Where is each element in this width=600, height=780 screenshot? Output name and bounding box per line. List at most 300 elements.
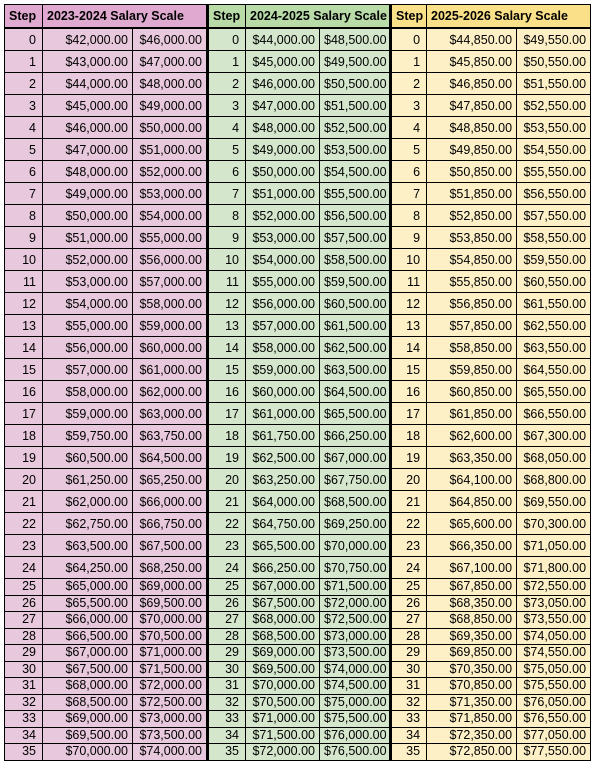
salary-2024-high: $69,250.00 <box>320 513 391 535</box>
step-cell-2025: 20 <box>391 469 427 491</box>
salary-2025-high: $67,300.00 <box>517 425 591 447</box>
step-cell-2023: 24 <box>5 557 43 579</box>
step-cell-2024: 10 <box>208 249 246 271</box>
step-cell-2023: 31 <box>5 678 43 695</box>
salary-2023-high: $50,000.00 <box>133 117 208 139</box>
salary-2025-low: $64,100.00 <box>427 469 517 491</box>
step-cell-2024: 33 <box>208 711 246 728</box>
step-cell-2025: 8 <box>391 205 427 227</box>
salary-2023-high: $70,000.00 <box>133 612 208 629</box>
step-cell-2023: 1 <box>5 51 43 73</box>
step-cell-2025: 23 <box>391 535 427 557</box>
salary-2024-high: $62,500.00 <box>320 337 391 359</box>
salary-2023-high: $57,000.00 <box>133 271 208 293</box>
step-cell-2025: 3 <box>391 95 427 117</box>
step-cell-2024: 1 <box>208 51 246 73</box>
salary-2024-high: $67,000.00 <box>320 447 391 469</box>
step-cell-2025: 31 <box>391 678 427 695</box>
salary-2024-low: $44,000.00 <box>246 28 320 51</box>
step-cell-2024: 29 <box>208 645 246 662</box>
salary-2023-high: $73,500.00 <box>133 727 208 744</box>
salary-2023-high: $64,500.00 <box>133 447 208 469</box>
salary-2025-high: $72,550.00 <box>517 579 591 596</box>
step-cell-2023: 33 <box>5 711 43 728</box>
step-cell-2024: 19 <box>208 447 246 469</box>
step-cell-2024: 14 <box>208 337 246 359</box>
salary-2024-low: $68,500.00 <box>246 628 320 645</box>
salary-2023-high: $74,000.00 <box>133 744 208 761</box>
salary-2025-high: $56,550.00 <box>517 183 591 205</box>
salary-2024-low: $49,000.00 <box>246 139 320 161</box>
salary-2025-high: $50,550.00 <box>517 51 591 73</box>
salary-2023-high: $69,000.00 <box>133 579 208 596</box>
salary-2023-low: $43,000.00 <box>43 51 133 73</box>
salary-2024-high: $75,000.00 <box>320 694 391 711</box>
salary-2025-high: $62,550.00 <box>517 315 591 337</box>
salary-2024-high: $66,250.00 <box>320 425 391 447</box>
step-cell-2023: 35 <box>5 744 43 761</box>
salary-2023-high: $71,500.00 <box>133 661 208 678</box>
salary-2023-low: $45,000.00 <box>43 95 133 117</box>
step-cell-2023: 34 <box>5 727 43 744</box>
salary-2024-low: $65,500.00 <box>246 535 320 557</box>
step-cell-2023: 11 <box>5 271 43 293</box>
salary-2024-high: $71,500.00 <box>320 579 391 596</box>
salary-2025-low: $44,850.00 <box>427 28 517 51</box>
salary-2025-low: $61,850.00 <box>427 403 517 425</box>
salary-2025-low: $71,350.00 <box>427 694 517 711</box>
step-cell-2023: 28 <box>5 628 43 645</box>
salary-2023-high: $60,000.00 <box>133 337 208 359</box>
table-row <box>5 628 591 645</box>
salary-2023-low: $66,500.00 <box>43 628 133 645</box>
salary-2023-low: $64,250.00 <box>43 557 133 579</box>
step-cell-2025: 28 <box>391 628 427 645</box>
salary-2024-low: $57,000.00 <box>246 315 320 337</box>
salary-2023-low: $42,000.00 <box>43 28 133 51</box>
salary-2025-high: $75,550.00 <box>517 678 591 695</box>
salary-2023-high: $55,000.00 <box>133 227 208 249</box>
salary-2024-low: $64,750.00 <box>246 513 320 535</box>
salary-2025-high: $77,050.00 <box>517 727 591 744</box>
step-cell-2024: 22 <box>208 513 246 535</box>
step-cell-2023: 22 <box>5 513 43 535</box>
salary-2023-high: $63,000.00 <box>133 403 208 425</box>
table-row <box>5 711 591 728</box>
salary-2023-low: $70,000.00 <box>43 744 133 761</box>
step-cell-2024: 32 <box>208 694 246 711</box>
salary-2023-high: $59,000.00 <box>133 315 208 337</box>
salary-2023-high: $47,000.00 <box>133 51 208 73</box>
salary-2023-high: $72,500.00 <box>133 694 208 711</box>
salary-2025-high: $66,550.00 <box>517 403 591 425</box>
salary-2024-low: $52,000.00 <box>246 205 320 227</box>
salary-2023-low: $62,750.00 <box>43 513 133 535</box>
salary-2023-high: $53,000.00 <box>133 183 208 205</box>
table-row <box>5 595 591 612</box>
table-row <box>5 293 591 315</box>
table-row <box>5 249 591 271</box>
salary-2024-low: $71,500.00 <box>246 727 320 744</box>
salary-2024-high: $52,500.00 <box>320 117 391 139</box>
step-cell-2024: 3 <box>208 95 246 117</box>
salary-2024-high: $56,500.00 <box>320 205 391 227</box>
step-cell-2024: 7 <box>208 183 246 205</box>
salary-2023-low: $44,000.00 <box>43 73 133 95</box>
salary-2025-high: $70,300.00 <box>517 513 591 535</box>
step-cell-2024: 31 <box>208 678 246 695</box>
table-row <box>5 51 591 73</box>
step-cell-2023: 16 <box>5 381 43 403</box>
salary-2024-low: $60,000.00 <box>246 381 320 403</box>
salary-2025-low: $70,350.00 <box>427 661 517 678</box>
salary-2024-high: $70,000.00 <box>320 535 391 557</box>
step-cell-2024: 6 <box>208 161 246 183</box>
salary-2023-high: $52,000.00 <box>133 161 208 183</box>
salary-2023-high: $66,000.00 <box>133 491 208 513</box>
salary-2023-low: $65,000.00 <box>43 579 133 596</box>
salary-2025-high: $76,550.00 <box>517 711 591 728</box>
scale-header-2025: 2025-2026 Salary Scale <box>427 5 591 29</box>
salary-2023-low: $56,000.00 <box>43 337 133 359</box>
table-row <box>5 271 591 293</box>
step-cell-2023: 17 <box>5 403 43 425</box>
salary-2023-high: $62,000.00 <box>133 381 208 403</box>
step-cell-2025: 26 <box>391 595 427 612</box>
step-cell-2024: 21 <box>208 491 246 513</box>
salary-2023-high: $54,000.00 <box>133 205 208 227</box>
salary-2025-high: $77,550.00 <box>517 744 591 761</box>
salary-2024-low: $51,000.00 <box>246 183 320 205</box>
salary-2023-high: $46,000.00 <box>133 28 208 51</box>
salary-2024-high: $54,500.00 <box>320 161 391 183</box>
scale-header-2024: 2024-2025 Salary Scale <box>246 5 391 29</box>
salary-2024-low: $47,000.00 <box>246 95 320 117</box>
salary-2025-low: $55,850.00 <box>427 271 517 293</box>
salary-2024-low: $67,500.00 <box>246 595 320 612</box>
salary-2025-low: $59,850.00 <box>427 359 517 381</box>
table-row <box>5 95 591 117</box>
salary-2024-low: $50,000.00 <box>246 161 320 183</box>
salary-2024-high: $75,500.00 <box>320 711 391 728</box>
salary-2024-high: $63,500.00 <box>320 359 391 381</box>
step-cell-2023: 25 <box>5 579 43 596</box>
salary-2023-high: $48,000.00 <box>133 73 208 95</box>
salary-2025-high: $63,550.00 <box>517 337 591 359</box>
salary-2025-low: $60,850.00 <box>427 381 517 403</box>
table-row <box>5 315 591 337</box>
step-cell-2025: 22 <box>391 513 427 535</box>
salary-2025-high: $74,050.00 <box>517 628 591 645</box>
table-row <box>5 469 591 491</box>
step-cell-2025: 33 <box>391 711 427 728</box>
step-cell-2025: 11 <box>391 271 427 293</box>
salary-2023-high: $68,250.00 <box>133 557 208 579</box>
step-cell-2025: 27 <box>391 612 427 629</box>
salary-2025-low: $67,100.00 <box>427 557 517 579</box>
table-row <box>5 645 591 662</box>
table-row <box>5 744 591 761</box>
salary-2024-low: $70,000.00 <box>246 678 320 695</box>
salary-2023-high: $61,000.00 <box>133 359 208 381</box>
table-row <box>5 678 591 695</box>
table-row <box>5 28 591 51</box>
salary-2023-low: $67,000.00 <box>43 645 133 662</box>
step-cell-2024: 28 <box>208 628 246 645</box>
salary-2024-high: $59,500.00 <box>320 271 391 293</box>
header-row <box>5 5 591 29</box>
table-row <box>5 161 591 183</box>
table-row <box>5 557 591 579</box>
step-header-2024: Step <box>208 5 246 29</box>
step-cell-2024: 11 <box>208 271 246 293</box>
salary-rows <box>5 28 591 760</box>
salary-2025-low: $58,850.00 <box>427 337 517 359</box>
step-cell-2023: 18 <box>5 425 43 447</box>
salary-2025-low: $72,850.00 <box>427 744 517 761</box>
salary-2024-high: $64,500.00 <box>320 381 391 403</box>
salary-2024-high: $58,500.00 <box>320 249 391 271</box>
step-cell-2024: 34 <box>208 727 246 744</box>
salary-2025-high: $64,550.00 <box>517 359 591 381</box>
salary-2023-high: $69,500.00 <box>133 595 208 612</box>
step-cell-2023: 4 <box>5 117 43 139</box>
salary-2023-low: $49,000.00 <box>43 183 133 205</box>
step-cell-2025: 0 <box>391 28 427 51</box>
step-cell-2024: 24 <box>208 557 246 579</box>
salary-2024-low: $46,000.00 <box>246 73 320 95</box>
salary-2023-low: $53,000.00 <box>43 271 133 293</box>
step-cell-2023: 14 <box>5 337 43 359</box>
step-cell-2025: 24 <box>391 557 427 579</box>
salary-2024-high: $50,500.00 <box>320 73 391 95</box>
salary-2025-low: $72,350.00 <box>427 727 517 744</box>
table-row <box>5 73 591 95</box>
salary-2024-high: $73,500.00 <box>320 645 391 662</box>
step-cell-2024: 35 <box>208 744 246 761</box>
salary-2024-high: $49,500.00 <box>320 51 391 73</box>
salary-2023-low: $50,000.00 <box>43 205 133 227</box>
step-cell-2024: 9 <box>208 227 246 249</box>
salary-2025-high: $68,050.00 <box>517 447 591 469</box>
step-cell-2024: 15 <box>208 359 246 381</box>
salary-2023-low: $48,000.00 <box>43 161 133 183</box>
salary-2023-low: $59,750.00 <box>43 425 133 447</box>
step-cell-2023: 3 <box>5 95 43 117</box>
table-row <box>5 579 591 596</box>
step-cell-2023: 20 <box>5 469 43 491</box>
step-cell-2024: 12 <box>208 293 246 315</box>
step-cell-2024: 30 <box>208 661 246 678</box>
salary-2024-high: $72,000.00 <box>320 595 391 612</box>
salary-2024-low: $70,500.00 <box>246 694 320 711</box>
salary-2024-high: $60,500.00 <box>320 293 391 315</box>
step-cell-2024: 20 <box>208 469 246 491</box>
salary-2024-low: $71,000.00 <box>246 711 320 728</box>
salary-2024-high: $68,500.00 <box>320 491 391 513</box>
salary-2024-high: $61,500.00 <box>320 315 391 337</box>
salary-2023-high: $66,750.00 <box>133 513 208 535</box>
salary-2024-low: $61,000.00 <box>246 403 320 425</box>
salary-2024-low: $53,000.00 <box>246 227 320 249</box>
step-cell-2023: 29 <box>5 645 43 662</box>
salary-2025-high: $61,550.00 <box>517 293 591 315</box>
salary-2023-low: $51,000.00 <box>43 227 133 249</box>
salary-2025-low: $70,850.00 <box>427 678 517 695</box>
salary-2023-low: $68,500.00 <box>43 694 133 711</box>
salary-2023-low: $54,000.00 <box>43 293 133 315</box>
salary-2024-low: $68,000.00 <box>246 612 320 629</box>
salary-2023-low: $47,000.00 <box>43 139 133 161</box>
salary-2023-high: $70,500.00 <box>133 628 208 645</box>
salary-2024-high: $76,000.00 <box>320 727 391 744</box>
salary-2025-low: $52,850.00 <box>427 205 517 227</box>
salary-2025-low: $50,850.00 <box>427 161 517 183</box>
step-cell-2023: 30 <box>5 661 43 678</box>
salary-2025-low: $45,850.00 <box>427 51 517 73</box>
step-cell-2023: 12 <box>5 293 43 315</box>
step-cell-2023: 15 <box>5 359 43 381</box>
table-row <box>5 403 591 425</box>
step-cell-2023: 5 <box>5 139 43 161</box>
salary-2025-low: $56,850.00 <box>427 293 517 315</box>
salary-2025-high: $71,050.00 <box>517 535 591 557</box>
salary-2025-low: $51,850.00 <box>427 183 517 205</box>
table-row <box>5 381 591 403</box>
salary-2023-low: $52,000.00 <box>43 249 133 271</box>
salary-2023-high: $58,000.00 <box>133 293 208 315</box>
step-cell-2025: 19 <box>391 447 427 469</box>
salary-2025-high: $60,550.00 <box>517 271 591 293</box>
step-cell-2025: 10 <box>391 249 427 271</box>
salary-2023-high: $72,000.00 <box>133 678 208 695</box>
step-cell-2025: 13 <box>391 315 427 337</box>
step-cell-2024: 17 <box>208 403 246 425</box>
salary-2024-high: $51,500.00 <box>320 95 391 117</box>
salary-2025-low: $69,350.00 <box>427 628 517 645</box>
step-cell-2023: 13 <box>5 315 43 337</box>
salary-2023-low: $59,000.00 <box>43 403 133 425</box>
step-cell-2023: 32 <box>5 694 43 711</box>
step-cell-2024: 26 <box>208 595 246 612</box>
salary-2025-low: $65,600.00 <box>427 513 517 535</box>
salary-2023-low: $57,000.00 <box>43 359 133 381</box>
step-cell-2024: 2 <box>208 73 246 95</box>
step-cell-2023: 26 <box>5 595 43 612</box>
salary-2023-low: $67,500.00 <box>43 661 133 678</box>
salary-2025-high: $52,550.00 <box>517 95 591 117</box>
step-cell-2023: 7 <box>5 183 43 205</box>
salary-2023-high: $51,000.00 <box>133 139 208 161</box>
salary-2024-low: $48,000.00 <box>246 117 320 139</box>
step-cell-2025: 32 <box>391 694 427 711</box>
step-cell-2025: 35 <box>391 744 427 761</box>
salary-2024-high: $48,500.00 <box>320 28 391 51</box>
step-cell-2024: 13 <box>208 315 246 337</box>
step-cell-2023: 27 <box>5 612 43 629</box>
salary-2025-low: $54,850.00 <box>427 249 517 271</box>
scale-header-2023: 2023-2024 Salary Scale <box>43 5 208 29</box>
salary-2023-low: $66,000.00 <box>43 612 133 629</box>
salary-2025-high: $73,050.00 <box>517 595 591 612</box>
salary-2025-high: $76,050.00 <box>517 694 591 711</box>
salary-2025-high: $54,550.00 <box>517 139 591 161</box>
step-cell-2023: 23 <box>5 535 43 557</box>
salary-2024-low: $58,000.00 <box>246 337 320 359</box>
step-cell-2023: 9 <box>5 227 43 249</box>
salary-2024-high: $74,000.00 <box>320 661 391 678</box>
salary-2023-low: $62,000.00 <box>43 491 133 513</box>
step-cell-2023: 2 <box>5 73 43 95</box>
step-header-2025: Step <box>391 5 427 29</box>
step-cell-2023: 19 <box>5 447 43 469</box>
salary-2025-high: $68,800.00 <box>517 469 591 491</box>
salary-2025-low: $57,850.00 <box>427 315 517 337</box>
table-row <box>5 117 591 139</box>
salary-2024-low: $61,750.00 <box>246 425 320 447</box>
salary-2025-low: $64,850.00 <box>427 491 517 513</box>
salary-2023-high: $73,000.00 <box>133 711 208 728</box>
salary-2024-high: $57,500.00 <box>320 227 391 249</box>
table-row <box>5 337 591 359</box>
salary-2024-low: $62,500.00 <box>246 447 320 469</box>
step-cell-2025: 5 <box>391 139 427 161</box>
salary-scale-table <box>4 4 591 761</box>
salary-2025-high: $49,550.00 <box>517 28 591 51</box>
salary-2024-low: $72,000.00 <box>246 744 320 761</box>
step-cell-2025: 29 <box>391 645 427 662</box>
salary-2025-high: $59,550.00 <box>517 249 591 271</box>
step-cell-2024: 0 <box>208 28 246 51</box>
step-cell-2025: 2 <box>391 73 427 95</box>
table-row <box>5 139 591 161</box>
salary-2025-high: $51,550.00 <box>517 73 591 95</box>
step-cell-2023: 21 <box>5 491 43 513</box>
salary-2023-high: $71,000.00 <box>133 645 208 662</box>
step-cell-2024: 23 <box>208 535 246 557</box>
salary-2024-low: $56,000.00 <box>246 293 320 315</box>
salary-2024-low: $66,250.00 <box>246 557 320 579</box>
salary-2023-low: $46,000.00 <box>43 117 133 139</box>
salary-2025-high: $58,550.00 <box>517 227 591 249</box>
step-cell-2025: 14 <box>391 337 427 359</box>
salary-2024-high: $67,750.00 <box>320 469 391 491</box>
step-cell-2025: 4 <box>391 117 427 139</box>
table-row <box>5 205 591 227</box>
salary-2025-low: $48,850.00 <box>427 117 517 139</box>
step-cell-2023: 6 <box>5 161 43 183</box>
salary-2025-high: $73,550.00 <box>517 612 591 629</box>
step-cell-2024: 16 <box>208 381 246 403</box>
salary-2025-high: $65,550.00 <box>517 381 591 403</box>
salary-2023-low: $60,500.00 <box>43 447 133 469</box>
salary-2025-low: $71,850.00 <box>427 711 517 728</box>
salary-2025-low: $49,850.00 <box>427 139 517 161</box>
table-row <box>5 447 591 469</box>
table-row <box>5 183 591 205</box>
salary-2023-low: $61,250.00 <box>43 469 133 491</box>
salary-2024-low: $69,500.00 <box>246 661 320 678</box>
step-cell-2025: 12 <box>391 293 427 315</box>
salary-2025-high: $53,550.00 <box>517 117 591 139</box>
salary-2023-low: $68,000.00 <box>43 678 133 695</box>
step-cell-2025: 18 <box>391 425 427 447</box>
salary-2023-low: $55,000.00 <box>43 315 133 337</box>
salary-2024-high: $65,500.00 <box>320 403 391 425</box>
step-cell-2024: 5 <box>208 139 246 161</box>
salary-2025-low: $66,350.00 <box>427 535 517 557</box>
step-cell-2024: 27 <box>208 612 246 629</box>
